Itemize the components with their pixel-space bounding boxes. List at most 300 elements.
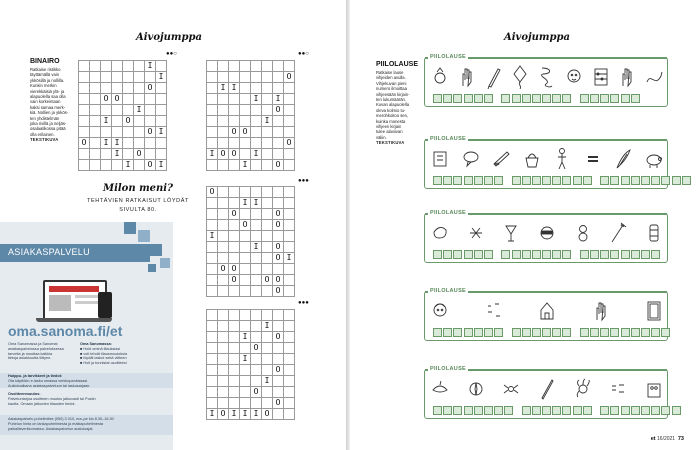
- grid-cell[interactable]: [284, 220, 295, 231]
- answer-box[interactable]: [682, 176, 691, 185]
- grid-cell[interactable]: [273, 387, 284, 398]
- answer-box[interactable]: [641, 176, 650, 185]
- grid-cell[interactable]: [229, 242, 240, 253]
- grid-cell[interactable]: [218, 365, 229, 376]
- answer-box[interactable]: [453, 250, 462, 259]
- answer-box[interactable]: [453, 406, 462, 415]
- answer-box[interactable]: [573, 406, 582, 415]
- grid-cell[interactable]: [262, 310, 273, 321]
- grid-cell[interactable]: [218, 94, 229, 105]
- grid-cell[interactable]: [207, 376, 218, 387]
- grid-cell[interactable]: I: [123, 160, 134, 171]
- grid-cell[interactable]: [262, 187, 273, 198]
- grid-cell[interactable]: [218, 286, 229, 297]
- grid-cell[interactable]: [284, 105, 295, 116]
- answer-box[interactable]: [504, 406, 513, 415]
- answer-box[interactable]: [590, 328, 599, 337]
- answer-box[interactable]: [453, 176, 462, 185]
- grid-cell[interactable]: [273, 83, 284, 94]
- grid-cell[interactable]: [251, 286, 262, 297]
- grid-cell[interactable]: [112, 61, 123, 72]
- grid-cell[interactable]: [240, 149, 251, 160]
- answer-box[interactable]: [464, 328, 473, 337]
- grid-cell[interactable]: O: [273, 275, 284, 286]
- grid-cell[interactable]: [284, 94, 295, 105]
- answer-box[interactable]: [433, 406, 442, 415]
- grid-cell[interactable]: [90, 138, 101, 149]
- answer-box[interactable]: [562, 328, 571, 337]
- grid-cell[interactable]: O: [145, 83, 156, 94]
- grid-cell[interactable]: I: [207, 231, 218, 242]
- grid-cell[interactable]: I: [251, 409, 262, 420]
- grid-cell[interactable]: I: [262, 321, 273, 332]
- grid-cell[interactable]: I: [284, 253, 295, 264]
- grid-cell[interactable]: [101, 127, 112, 138]
- grid-cell[interactable]: [79, 149, 90, 160]
- grid-cell[interactable]: O: [229, 149, 240, 160]
- grid-cell[interactable]: O: [229, 209, 240, 220]
- grid-cell[interactable]: [262, 220, 273, 231]
- grid-cell[interactable]: O: [218, 264, 229, 275]
- grid-cell[interactable]: [229, 376, 240, 387]
- grid-cell[interactable]: [262, 160, 273, 171]
- grid-cell[interactable]: [262, 332, 273, 343]
- answer-box[interactable]: [542, 176, 551, 185]
- answer-box[interactable]: [474, 250, 483, 259]
- grid-cell[interactable]: [218, 160, 229, 171]
- grid-cell[interactable]: [229, 220, 240, 231]
- grid-cell[interactable]: [229, 231, 240, 242]
- answer-box[interactable]: [621, 250, 630, 259]
- answer-box[interactable]: [522, 250, 531, 259]
- grid-cell[interactable]: [240, 61, 251, 72]
- answer-box[interactable]: [433, 176, 442, 185]
- answer-box[interactable]: [651, 250, 660, 259]
- grid-cell[interactable]: [262, 138, 273, 149]
- answer-box[interactable]: [562, 94, 571, 103]
- grid-cell[interactable]: [79, 105, 90, 116]
- grid-cell[interactable]: O: [273, 253, 284, 264]
- grid-cell[interactable]: [229, 105, 240, 116]
- grid-cell[interactable]: O: [207, 187, 218, 198]
- grid-cell[interactable]: O: [273, 398, 284, 409]
- grid-cell[interactable]: [273, 138, 284, 149]
- grid-cell[interactable]: O: [123, 116, 134, 127]
- answer-box[interactable]: [494, 328, 503, 337]
- grid-cell[interactable]: O: [284, 138, 295, 149]
- grid-cell[interactable]: [240, 209, 251, 220]
- grid-cell[interactable]: I: [251, 242, 262, 253]
- grid-cell[interactable]: [90, 116, 101, 127]
- grid-cell[interactable]: [251, 105, 262, 116]
- grid-cell[interactable]: I: [240, 332, 251, 343]
- answer-box[interactable]: [542, 406, 551, 415]
- grid-cell[interactable]: [262, 264, 273, 275]
- answer-box[interactable]: [522, 406, 531, 415]
- grid-cell[interactable]: [251, 264, 262, 275]
- grid-cell[interactable]: [273, 409, 284, 420]
- answer-box[interactable]: [532, 176, 541, 185]
- answer-box[interactable]: [651, 176, 660, 185]
- answer-box[interactable]: [433, 250, 442, 259]
- answer-box[interactable]: [583, 176, 592, 185]
- grid-cell[interactable]: [207, 209, 218, 220]
- grid-cell[interactable]: I: [229, 409, 240, 420]
- grid-cell[interactable]: [284, 409, 295, 420]
- grid-cell[interactable]: [101, 83, 112, 94]
- grid-cell[interactable]: [284, 149, 295, 160]
- grid-cell[interactable]: [112, 160, 123, 171]
- grid-cell[interactable]: [262, 149, 273, 160]
- answer-box[interactable]: [552, 176, 561, 185]
- grid-cell[interactable]: I: [240, 160, 251, 171]
- grid-cell[interactable]: [90, 149, 101, 160]
- grid-cell[interactable]: [207, 275, 218, 286]
- grid-cell[interactable]: [262, 365, 273, 376]
- answer-box[interactable]: [672, 406, 681, 415]
- grid-cell[interactable]: [240, 343, 251, 354]
- grid-cell[interactable]: [284, 160, 295, 171]
- grid-cell[interactable]: [207, 160, 218, 171]
- grid-cell[interactable]: [284, 376, 295, 387]
- grid-cell[interactable]: [123, 94, 134, 105]
- grid-cell[interactable]: [284, 198, 295, 209]
- grid-cell[interactable]: [284, 310, 295, 321]
- answer-box[interactable]: [484, 176, 493, 185]
- answer-box[interactable]: [512, 250, 521, 259]
- grid-cell[interactable]: O: [262, 275, 273, 286]
- grid-cell[interactable]: [273, 72, 284, 83]
- grid-cell[interactable]: O: [251, 387, 262, 398]
- grid-cell[interactable]: [207, 253, 218, 264]
- grid-cell[interactable]: [262, 286, 273, 297]
- grid-cell[interactable]: [145, 72, 156, 83]
- grid-cell[interactable]: [229, 343, 240, 354]
- grid-cell[interactable]: [218, 231, 229, 242]
- grid-cell[interactable]: [240, 398, 251, 409]
- grid-cell[interactable]: [251, 332, 262, 343]
- grid-cell[interactable]: O: [284, 72, 295, 83]
- answer-box[interactable]: [621, 94, 630, 103]
- grid-cell[interactable]: [112, 127, 123, 138]
- answer-box[interactable]: [464, 406, 473, 415]
- grid-cell[interactable]: [218, 253, 229, 264]
- grid-cell[interactable]: O: [218, 409, 229, 420]
- grid-cell[interactable]: O: [273, 332, 284, 343]
- grid-cell[interactable]: [262, 105, 273, 116]
- grid-cell[interactable]: [90, 160, 101, 171]
- grid-cell[interactable]: [273, 231, 284, 242]
- answer-box[interactable]: [552, 328, 561, 337]
- grid-cell[interactable]: I: [251, 198, 262, 209]
- grid-cell[interactable]: [134, 94, 145, 105]
- answer-box[interactable]: [552, 250, 561, 259]
- answer-box[interactable]: [532, 250, 541, 259]
- answer-box[interactable]: [562, 176, 571, 185]
- grid-cell[interactable]: [284, 187, 295, 198]
- grid-cell[interactable]: [229, 116, 240, 127]
- grid-cell[interactable]: [207, 286, 218, 297]
- grid-cell[interactable]: [240, 83, 251, 94]
- grid-cell[interactable]: [262, 242, 273, 253]
- grid-cell[interactable]: [262, 253, 273, 264]
- grid-cell[interactable]: I: [218, 83, 229, 94]
- answer-box[interactable]: [484, 250, 493, 259]
- grid-cell[interactable]: [207, 264, 218, 275]
- grid-cell[interactable]: [145, 149, 156, 160]
- grid-cell[interactable]: [262, 61, 273, 72]
- answer-box[interactable]: [580, 94, 589, 103]
- grid-cell[interactable]: [90, 83, 101, 94]
- grid-cell[interactable]: [251, 310, 262, 321]
- grid-cell[interactable]: [240, 231, 251, 242]
- answer-box[interactable]: [433, 94, 442, 103]
- grid-cell[interactable]: [229, 187, 240, 198]
- answer-box[interactable]: [453, 94, 462, 103]
- grid-cell[interactable]: I: [101, 138, 112, 149]
- answer-box[interactable]: [532, 94, 541, 103]
- grid-cell[interactable]: O: [229, 127, 240, 138]
- grid-cell[interactable]: [284, 231, 295, 242]
- answer-box[interactable]: [631, 406, 640, 415]
- grid-cell[interactable]: [218, 321, 229, 332]
- grid-cell[interactable]: [229, 198, 240, 209]
- grid-cell[interactable]: I: [240, 409, 251, 420]
- answer-box[interactable]: [641, 328, 650, 337]
- grid-cell[interactable]: [207, 365, 218, 376]
- grid-cell[interactable]: [101, 105, 112, 116]
- grid-cell[interactable]: [218, 116, 229, 127]
- grid-cell[interactable]: [218, 275, 229, 286]
- grid-cell[interactable]: [207, 127, 218, 138]
- grid-cell[interactable]: [134, 160, 145, 171]
- grid-cell[interactable]: [90, 72, 101, 83]
- grid-cell[interactable]: I: [251, 94, 262, 105]
- grid-cell[interactable]: [251, 209, 262, 220]
- grid-cell[interactable]: [284, 332, 295, 343]
- grid-cell[interactable]: [229, 160, 240, 171]
- answer-box[interactable]: [600, 406, 609, 415]
- grid-cell[interactable]: [112, 72, 123, 83]
- grid-cell[interactable]: [218, 398, 229, 409]
- grid-cell[interactable]: [207, 61, 218, 72]
- answer-box[interactable]: [610, 328, 619, 337]
- grid-cell[interactable]: I: [156, 127, 167, 138]
- grid-cell[interactable]: [240, 387, 251, 398]
- answer-box[interactable]: [590, 94, 599, 103]
- grid-cell[interactable]: [273, 198, 284, 209]
- grid-cell[interactable]: O: [229, 264, 240, 275]
- grid-cell[interactable]: [218, 242, 229, 253]
- answer-box[interactable]: [600, 176, 609, 185]
- grid-cell[interactable]: [240, 264, 251, 275]
- grid-cell[interactable]: [240, 365, 251, 376]
- grid-cell[interactable]: [251, 138, 262, 149]
- grid-cell[interactable]: [262, 387, 273, 398]
- grid-cell[interactable]: [284, 387, 295, 398]
- answer-box[interactable]: [580, 250, 589, 259]
- grid-cell[interactable]: I: [145, 61, 156, 72]
- grid-cell[interactable]: [284, 321, 295, 332]
- grid-cell[interactable]: I: [207, 409, 218, 420]
- answer-box[interactable]: [512, 94, 521, 103]
- grid-cell[interactable]: I: [262, 116, 273, 127]
- grid-cell[interactable]: [156, 149, 167, 160]
- grid-cell[interactable]: [251, 398, 262, 409]
- answer-box[interactable]: [484, 94, 493, 103]
- answer-box[interactable]: [621, 176, 630, 185]
- answer-box[interactable]: [474, 176, 483, 185]
- grid-cell[interactable]: [262, 209, 273, 220]
- grid-cell[interactable]: [145, 94, 156, 105]
- answer-box[interactable]: [621, 406, 630, 415]
- grid-cell[interactable]: [284, 61, 295, 72]
- grid-cell[interactable]: [90, 127, 101, 138]
- grid-cell[interactable]: I: [207, 149, 218, 160]
- grid-cell[interactable]: [123, 105, 134, 116]
- grid-cell[interactable]: [240, 105, 251, 116]
- answer-box[interactable]: [562, 250, 571, 259]
- answer-box[interactable]: [443, 328, 452, 337]
- grid-cell[interactable]: [79, 116, 90, 127]
- grid-cell[interactable]: [240, 242, 251, 253]
- grid-cell[interactable]: I: [112, 138, 123, 149]
- grid-cell[interactable]: [207, 242, 218, 253]
- grid-cell[interactable]: I: [240, 198, 251, 209]
- grid-cell[interactable]: [218, 220, 229, 231]
- grid-cell[interactable]: I: [229, 83, 240, 94]
- grid-cell[interactable]: [218, 198, 229, 209]
- answer-box[interactable]: [621, 328, 630, 337]
- grid-cell[interactable]: O: [240, 220, 251, 231]
- grid-cell[interactable]: [240, 187, 251, 198]
- grid-cell[interactable]: O: [273, 365, 284, 376]
- grid-cell[interactable]: O: [145, 160, 156, 171]
- grid-cell[interactable]: [112, 83, 123, 94]
- grid-cell[interactable]: [218, 354, 229, 365]
- grid-cell[interactable]: [134, 61, 145, 72]
- answer-box[interactable]: [484, 328, 493, 337]
- grid-cell[interactable]: [273, 310, 284, 321]
- grid-cell[interactable]: [79, 160, 90, 171]
- answer-box[interactable]: [641, 406, 650, 415]
- grid-cell[interactable]: [90, 61, 101, 72]
- grid-cell[interactable]: [251, 376, 262, 387]
- grid-cell[interactable]: O: [79, 138, 90, 149]
- grid-cell[interactable]: [262, 231, 273, 242]
- grid-cell[interactable]: [123, 61, 134, 72]
- grid-cell[interactable]: [284, 286, 295, 297]
- answer-box[interactable]: [443, 176, 452, 185]
- grid-cell[interactable]: [90, 94, 101, 105]
- answer-box[interactable]: [583, 406, 592, 415]
- grid-cell[interactable]: [207, 321, 218, 332]
- grid-cell[interactable]: [229, 398, 240, 409]
- grid-cell[interactable]: [207, 72, 218, 83]
- grid-cell[interactable]: O: [273, 242, 284, 253]
- grid-cell[interactable]: [273, 354, 284, 365]
- answer-box[interactable]: [494, 176, 503, 185]
- answer-box[interactable]: [631, 250, 640, 259]
- grid-cell[interactable]: [273, 376, 284, 387]
- grid-cell[interactable]: [240, 286, 251, 297]
- answer-box[interactable]: [464, 250, 473, 259]
- grid-cell[interactable]: [251, 354, 262, 365]
- grid-cell[interactable]: [218, 332, 229, 343]
- grid-cell[interactable]: [240, 253, 251, 264]
- answer-box[interactable]: [610, 176, 619, 185]
- grid-cell[interactable]: [207, 310, 218, 321]
- grid-cell[interactable]: [273, 127, 284, 138]
- answer-box[interactable]: [522, 328, 531, 337]
- answer-box[interactable]: [631, 176, 640, 185]
- answer-box[interactable]: [651, 328, 660, 337]
- answer-box[interactable]: [532, 328, 541, 337]
- grid-cell[interactable]: O: [240, 127, 251, 138]
- answer-box[interactable]: [590, 250, 599, 259]
- answer-box[interactable]: [512, 176, 521, 185]
- grid-cell[interactable]: [134, 72, 145, 83]
- grid-cell[interactable]: [284, 398, 295, 409]
- grid-cell[interactable]: O: [134, 149, 145, 160]
- grid-cell[interactable]: I: [240, 354, 251, 365]
- grid-cell[interactable]: O: [229, 275, 240, 286]
- answer-box[interactable]: [641, 250, 650, 259]
- grid-cell[interactable]: [251, 72, 262, 83]
- answer-box[interactable]: [661, 406, 670, 415]
- grid-cell[interactable]: [218, 72, 229, 83]
- grid-cell[interactable]: [79, 72, 90, 83]
- grid-cell[interactable]: [240, 321, 251, 332]
- grid-cell[interactable]: [207, 138, 218, 149]
- answer-box[interactable]: [580, 328, 589, 337]
- grid-cell[interactable]: [156, 105, 167, 116]
- answer-box[interactable]: [501, 250, 510, 259]
- answer-box[interactable]: [562, 406, 571, 415]
- grid-cell[interactable]: [251, 220, 262, 231]
- grid-cell[interactable]: [218, 209, 229, 220]
- grid-cell[interactable]: [134, 127, 145, 138]
- grid-cell[interactable]: O: [101, 94, 112, 105]
- grid-cell[interactable]: [134, 83, 145, 94]
- answer-box[interactable]: [600, 94, 609, 103]
- grid-cell[interactable]: O: [273, 105, 284, 116]
- grid-cell[interactable]: [262, 398, 273, 409]
- grid-cell[interactable]: [218, 310, 229, 321]
- grid-cell[interactable]: [156, 83, 167, 94]
- answer-box[interactable]: [610, 94, 619, 103]
- grid-cell[interactable]: [207, 116, 218, 127]
- grid-cell[interactable]: [218, 376, 229, 387]
- answer-box[interactable]: [522, 176, 531, 185]
- grid-cell[interactable]: [218, 387, 229, 398]
- grid-cell[interactable]: [229, 332, 240, 343]
- grid-cell[interactable]: [101, 149, 112, 160]
- grid-cell[interactable]: [101, 61, 112, 72]
- grid-cell[interactable]: [240, 72, 251, 83]
- answer-box[interactable]: [484, 406, 493, 415]
- grid-cell[interactable]: O: [145, 127, 156, 138]
- answer-box[interactable]: [501, 94, 510, 103]
- grid-cell[interactable]: [229, 253, 240, 264]
- answer-box[interactable]: [573, 176, 582, 185]
- grid-cell[interactable]: O: [251, 343, 262, 354]
- grid-cell[interactable]: [240, 275, 251, 286]
- grid-cell[interactable]: I: [134, 105, 145, 116]
- answer-box[interactable]: [474, 406, 483, 415]
- grid-cell[interactable]: [273, 264, 284, 275]
- grid-cell[interactable]: [229, 286, 240, 297]
